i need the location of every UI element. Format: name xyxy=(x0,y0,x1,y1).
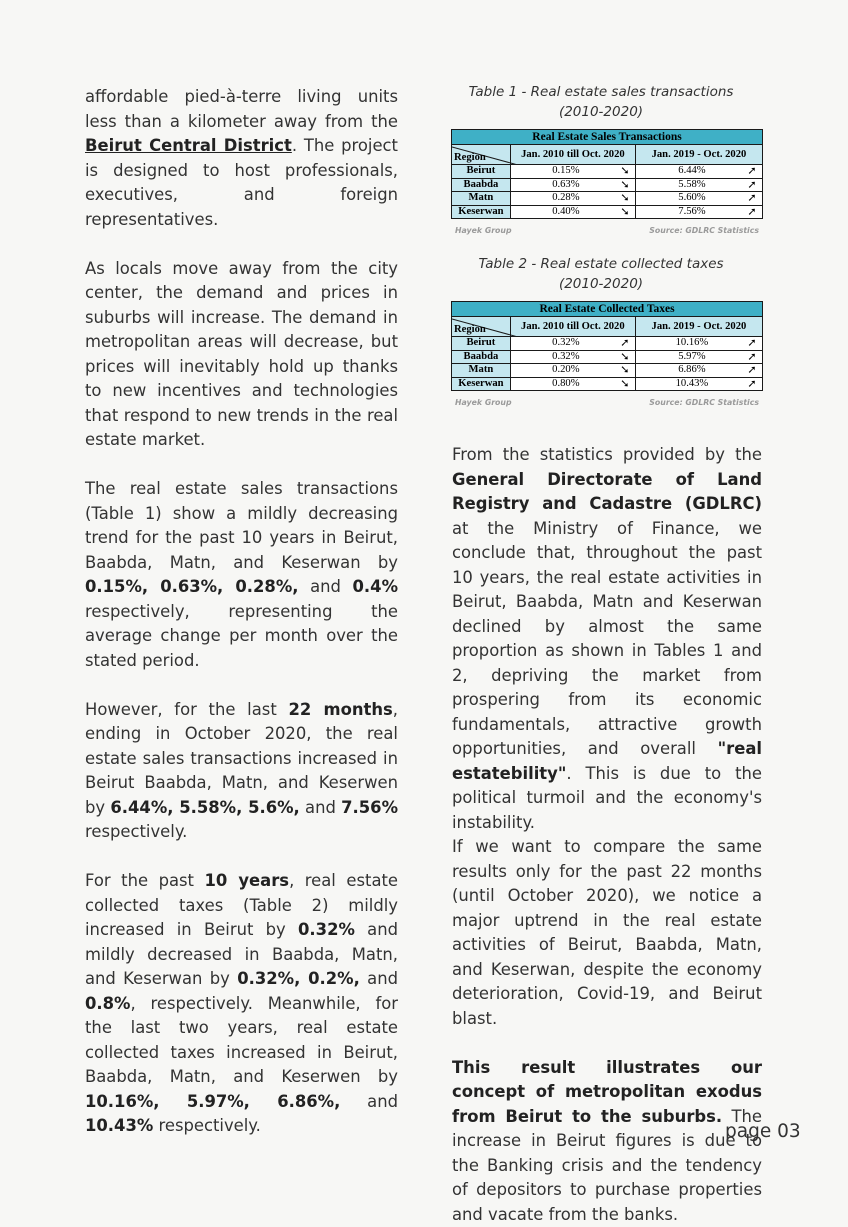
left-paragraph-1: affordable pied-à-terre living units less than a kilometer away from the Beirut Central District. The project is designed to host professionals, executives, and foreign representatives. xyxy=(85,85,398,232)
table-2-source-left: Hayek Group xyxy=(455,398,512,407)
table-2-region-header: Region xyxy=(452,317,511,337)
table-1-caption: Table 1 - Real estate sales transactions (2010-2020) xyxy=(452,82,750,122)
arrow-down-right-icon: ➘ xyxy=(618,192,632,204)
table-2 xyxy=(451,301,763,391)
arrow-up-right-icon: ➚ xyxy=(745,192,759,204)
arrow-down-right-icon: ➘ xyxy=(618,179,632,191)
arrow-up-right-icon: ➚ xyxy=(745,206,759,218)
arrow-up-right-icon: ➚ xyxy=(745,337,759,349)
arrow-down-right-icon: ➘ xyxy=(618,206,632,218)
arrow-up-right-icon: ➚ xyxy=(745,179,759,191)
left-column xyxy=(85,85,398,1139)
table-row: Baabda 0.63% ➘ 5.58% ➚ xyxy=(452,178,763,192)
table-row: Keserwan 0.80% ➘ 10.43% ➚ xyxy=(452,377,763,391)
table-1-col1-header: Jan. 2010 till Oct. 2020 xyxy=(510,145,635,165)
table-2-title: Real Estate Collected Taxes xyxy=(452,302,763,317)
page-number: page 03 xyxy=(725,1121,801,1142)
left-paragraph-2: As locals move away from the city center, the demand and prices in suburbs will increase. The demand in metropolitan areas will decrease, but prices will inevitably hold up thanks to new incentives and technologies that respond to new trends in the real estate market. xyxy=(85,257,398,453)
left-paragraph-5: For the past 10 years, real estate collected taxes (Table 2) mildly increased in Beirut by 0.32% and mildly decreased in Baabda, Matn, and Keserwan by 0.32%, 0.2%, and 0.8%, respectively. Meanwhile, for the last two years, real estate collected taxes increased in Beirut, Baabda, Matn, and Keserwen by 10.16%, 5.97%, 6.86%, and 10.43% respectively. xyxy=(85,869,398,1139)
table-1-col2-header: Jan. 2019 - Oct. 2020 xyxy=(635,145,762,165)
right-paragraph-3: This result illustrates our concept of metropolitan exodus from Beirut to the suburbs. The increase in Beirut figures is due to the Banking crisis and the tendency of depositors to purchase properties and vacate from the banks. xyxy=(452,1056,762,1227)
table-row: Beirut 0.15% ➘ 6.44% ➚ xyxy=(452,165,763,179)
table-2-col1-header: Jan. 2010 till Oct. 2020 xyxy=(510,317,635,337)
right-paragraph-2: If we want to compare the same results only for the past 22 months (until October 2020), we notice a major uptrend in the real estate activities of Beirut, Baabda, Matn, and Keserwan, despite the economy deterioration, Covid-19, and Beirut blast. xyxy=(452,835,762,1031)
arrow-down-right-icon: ➘ xyxy=(618,351,632,363)
arrow-up-right-icon: ➚ xyxy=(745,351,759,363)
table-1-source-left: Hayek Group xyxy=(455,226,512,235)
arrow-up-right-icon: ➚ xyxy=(745,165,759,177)
beirut-central-district-link[interactable]: Beirut Central District xyxy=(85,136,292,155)
table-row: Matn 0.20% ➘ 6.86% ➚ xyxy=(452,364,763,378)
arrow-up-right-icon: ➚ xyxy=(745,378,759,390)
table-1 xyxy=(451,129,763,219)
left-paragraph-3: The real estate sales transactions (Table 1) show a mildly decreasing trend for the past 10 years in Beirut, Baabda, Matn, and Keserwan by 0.15%, 0.63%, 0.28%, and 0.4% respectively, representing the average change per month over the stated period. xyxy=(85,477,398,673)
arrow-down-right-icon: ➘ xyxy=(618,378,632,390)
arrow-up-right-icon: ➚ xyxy=(618,337,632,349)
table-row: Baabda 0.32% ➘ 5.97% ➚ xyxy=(452,350,763,364)
table-row: Keserwan 0.40% ➘ 7.56% ➚ xyxy=(452,205,763,219)
right-column xyxy=(452,443,762,1227)
table-1-region-header: Region xyxy=(452,145,511,165)
table-row: Matn 0.28% ➘ 5.60% ➚ xyxy=(452,192,763,206)
table-1-source-right: Source: GDLRC Statistics xyxy=(640,226,759,235)
table-row: Beirut 0.32% ➚ 10.16% ➚ xyxy=(452,337,763,351)
right-paragraph-1: From the statistics provided by the General Directorate of Land Registry and Cadastre (GDLRC) at the Ministry of Finance, we conclude that, throughout the past 10 years, the real estate activities in Beirut, Baabda, Matn and Keserwan declined by almost the same proportion as shown in Tables 1 and 2, depriving the market from prospering from its economic fundamentals, attractive growth opportunities, and overall "real estatebility". This is due to the political turmoil and the economy's instability. xyxy=(452,443,762,835)
arrow-down-right-icon: ➘ xyxy=(618,165,632,177)
table-1-title: Real Estate Sales Transactions xyxy=(452,130,763,145)
arrow-up-right-icon: ➚ xyxy=(745,364,759,376)
left-paragraph-4: However, for the last 22 months, ending in October 2020, the real estate sales transactions increased in Beirut Baabda, Matn, and Keserwen by 6.44%, 5.58%, 5.6%, and 7.56% respectively. xyxy=(85,698,398,845)
table-2-col2-header: Jan. 2019 - Oct. 2020 xyxy=(635,317,762,337)
table-2-caption: Table 2 - Real estate collected taxes (2010-2020) xyxy=(452,254,750,294)
table-2-source-right: Source: GDLRC Statistics xyxy=(640,398,759,407)
arrow-down-right-icon: ➘ xyxy=(618,364,632,376)
